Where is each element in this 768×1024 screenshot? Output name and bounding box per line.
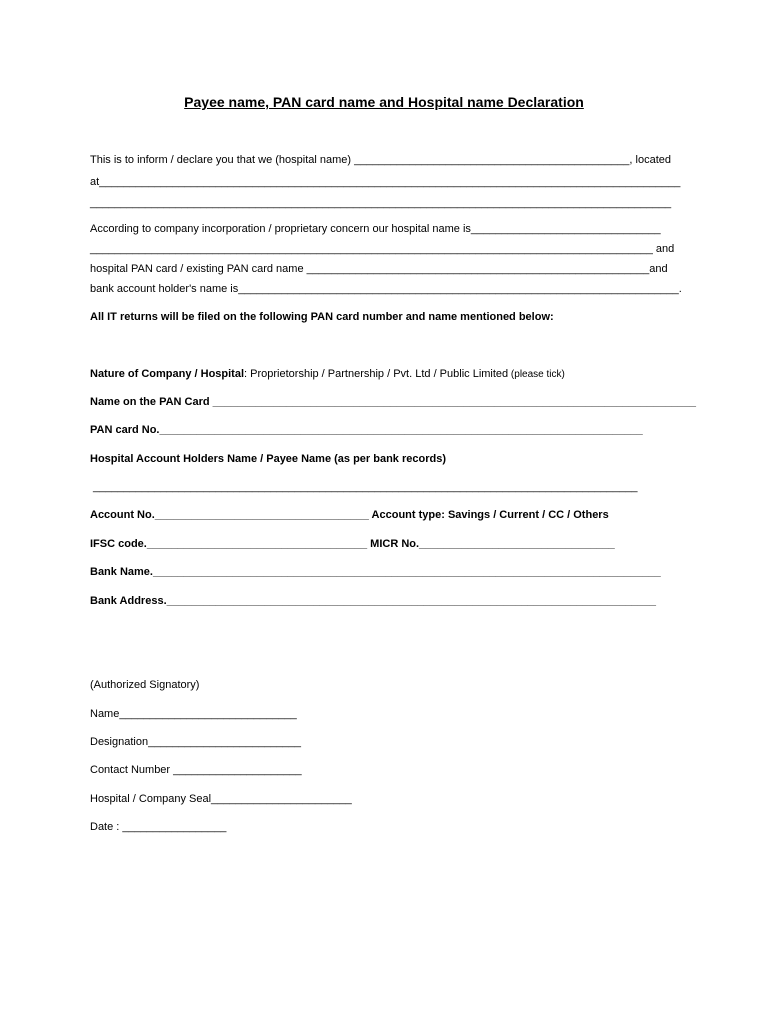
account-row: [90, 508, 609, 522]
nature-label: Nature of Company / Hospital: [90, 368, 245, 380]
signatory-designation-field: Designation_________________________: [90, 736, 302, 748]
form-title-text: Payee name, PAN card name and Hospital name Declaration: [184, 94, 584, 110]
bank-address-field: Bank Address.________________________________________________________________________________: [90, 595, 657, 607]
nature-colon: :: [244, 368, 248, 380]
intro-line-2: at_______________________________________________________________________________________________: [90, 176, 681, 188]
bank-name-field: Bank Name.___________________________________________________________________________________: [90, 566, 661, 578]
ifsc-code-field: IFSC code.____________________________________: [90, 538, 368, 550]
date-field: Date : _________________: [90, 821, 227, 833]
account-type-options: Account type: Savings / Current / CC / Others: [368, 509, 609, 521]
company-seal-field: Hospital / Company Seal_______________________: [90, 793, 352, 805]
form-title: [0, 94, 768, 110]
pan-number-field: PAN card No._______________________________________________________________________________: [90, 424, 643, 436]
signatory-heading: (Authorized Signatory): [90, 679, 200, 691]
nature-note: (please tick): [508, 369, 565, 380]
signatory-name-field: Name_____________________________: [90, 708, 297, 720]
intro-line-1: This is to inform / declare you that we (hospital name) _____________________________________________, located: [90, 154, 671, 166]
incorporation-line-4: bank account holder's name is________________________________________________________________________.: [90, 283, 682, 295]
it-returns-statement: All IT returns will be filed on the following PAN card number and name mentioned below:: [90, 311, 554, 323]
signatory-contact-field: Contact Number _____________________: [90, 764, 302, 776]
account-number-field: Account No.___________________________________: [90, 509, 369, 521]
account-holder-label: Hospital Account Holders Name / Payee Name (as per bank records): [90, 453, 446, 465]
intro-line-3: _______________________________________________________________________________________________: [90, 197, 672, 209]
pan-name-field: Name on the PAN Card _______________________________________________________________________________: [90, 396, 696, 408]
incorporation-line-1: According to company incorporation / proprietary concern our hospital name is_______________________________: [90, 223, 661, 235]
nature-options: Proprietorship / Partnership / Pvt. Ltd / Public Limited: [247, 368, 509, 380]
incorporation-line-2: ____________________________________________________________________________________________ and: [90, 243, 675, 255]
account-holder-line: _________________________________________________________________________________________: [93, 481, 638, 493]
ifsc-row: [90, 537, 615, 551]
micr-number-field: MICR No.________________________________: [367, 538, 615, 550]
nature-of-company: [90, 367, 565, 382]
incorporation-line-3: hospital PAN card / existing PAN card name ________________________________________________________and: [90, 263, 668, 275]
